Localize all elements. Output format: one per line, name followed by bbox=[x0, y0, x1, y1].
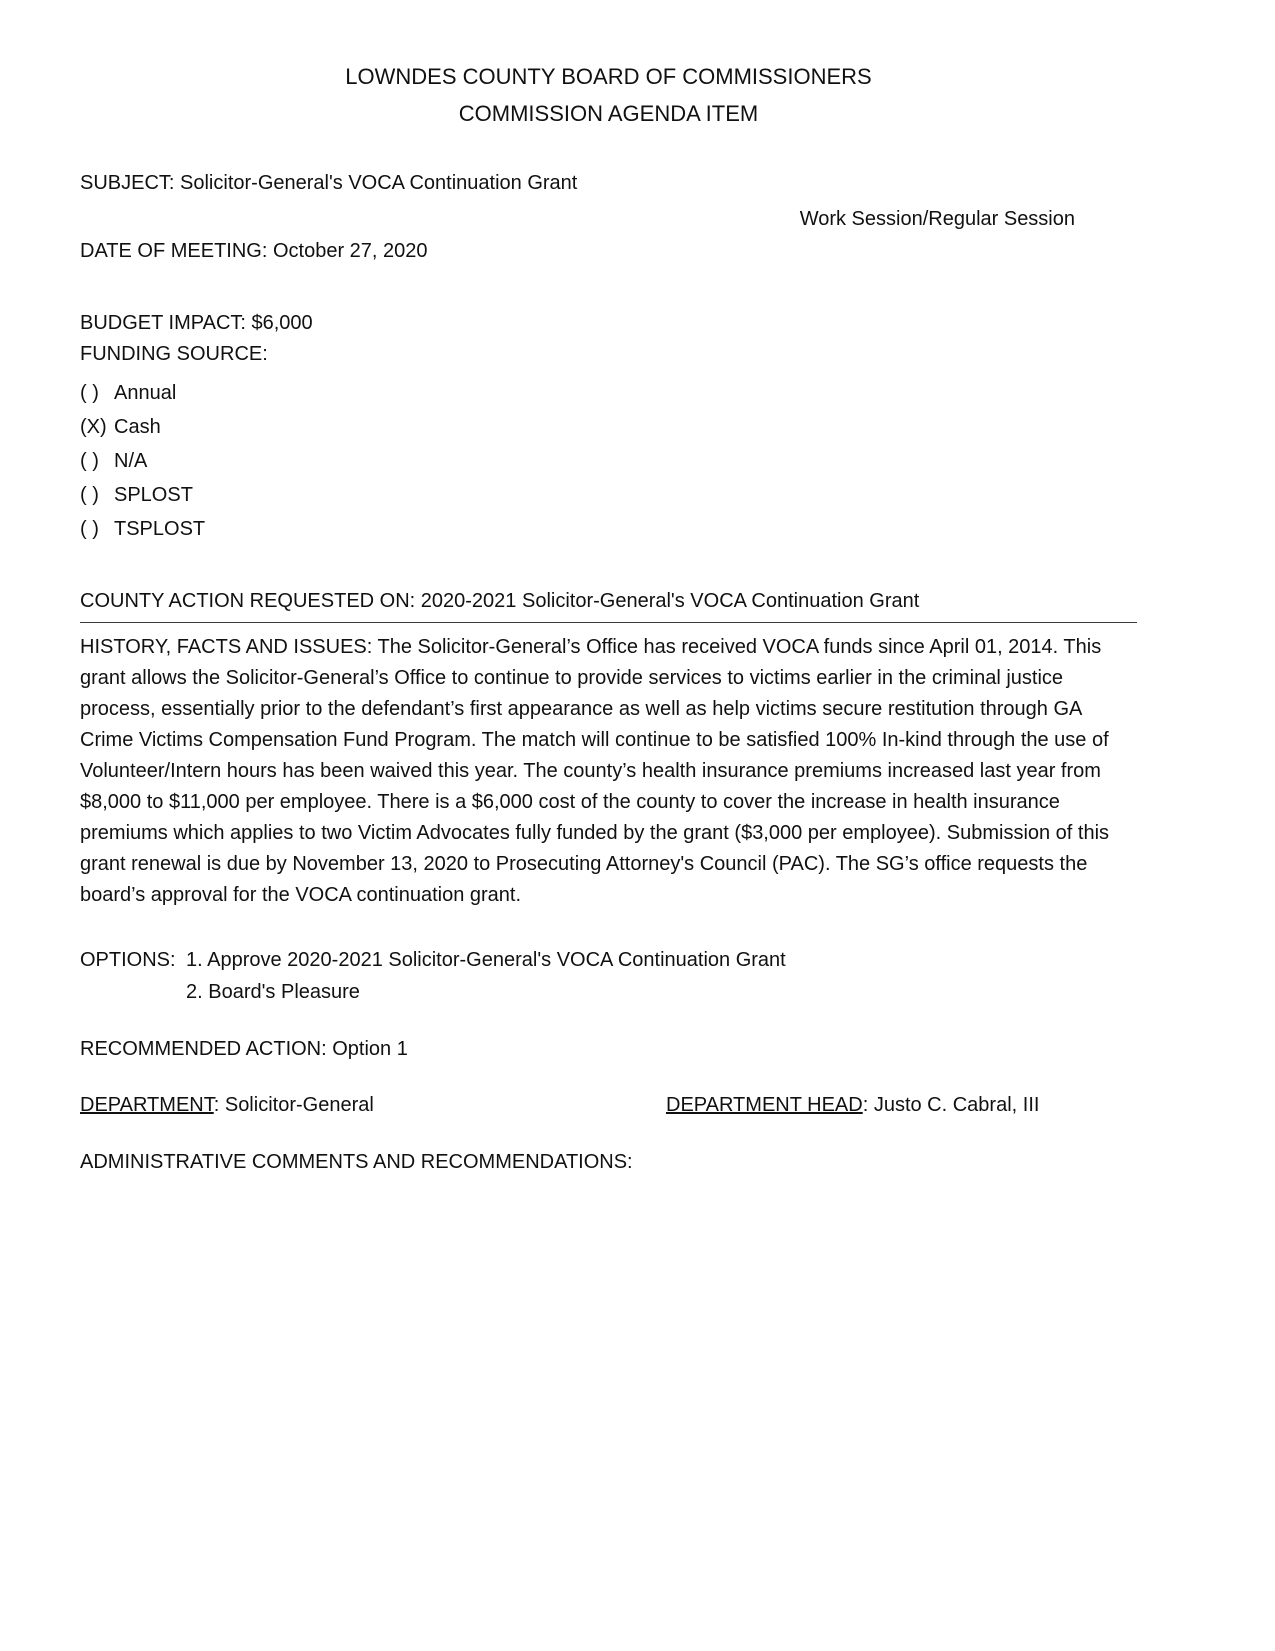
department-label: DEPARTMENT bbox=[80, 1094, 214, 1116]
funding-option-na bbox=[80, 444, 1137, 478]
checkbox-mark-checked: (X) bbox=[80, 416, 107, 438]
option-item-1: 1. Approve 2020-2021 Solicitor-General's VOCA Continuation Grant bbox=[186, 949, 786, 971]
checkbox-mark: ( ) bbox=[80, 518, 99, 540]
funding-option-splost bbox=[80, 478, 1137, 512]
option-item-2: 2. Board's Pleasure bbox=[186, 981, 360, 1003]
checkbox-mark: ( ) bbox=[80, 484, 99, 506]
department-row bbox=[80, 1090, 1137, 1121]
department-cell bbox=[80, 1090, 666, 1121]
funding-option-label: TSPLOST bbox=[114, 518, 206, 540]
department-head-value: : Justo C. Cabral, III bbox=[862, 1094, 1040, 1116]
options-list bbox=[186, 944, 786, 1008]
subject-line: SUBJECT: Solicitor-General's VOCA Continuation Grant bbox=[80, 172, 578, 194]
recommended-action-line: RECOMMENDED ACTION: Option 1 bbox=[80, 1038, 408, 1060]
page-title: LOWNDES COUNTY BOARD OF COMMISSIONERS bbox=[345, 64, 872, 89]
session-line: Work Session/Regular Session bbox=[799, 208, 1075, 230]
funding-option-label: Cash bbox=[114, 416, 161, 438]
checkbox-mark: ( ) bbox=[80, 382, 99, 404]
funding-option-label: Annual bbox=[114, 382, 177, 404]
funding-source-list bbox=[80, 376, 1137, 546]
page-subtitle: COMMISSION AGENDA ITEM bbox=[458, 101, 759, 126]
document-title-block bbox=[80, 58, 1137, 132]
funding-option-tsplost bbox=[80, 512, 1137, 546]
funding-option-label: SPLOST bbox=[114, 484, 193, 506]
department-value: : Solicitor-General bbox=[213, 1094, 374, 1116]
funding-option-cash bbox=[80, 410, 1137, 444]
history-facts-issues-paragraph: HISTORY, FACTS AND ISSUES: The Solicitor-General’s Office has received VOCA funds since April 01, 2014. This grant allows the Solicitor-General’s Office to continue to provide services to victims earlier in the criminal justice process, essentially prior to the defendant’s first appearance as well as help victims secure restitution through GA Crime Victims Compensation Fund Program. The match will continue to be satisfied 100% In-kind through the use of Volunteer/Intern hours has been waived this year. The county’s health insurance premiums increased last year from $8,000 to $11,000 per employee. There is a $6,000 cost of the county to cover the increase in health insurance premiums which applies to two Victim Advocates fully funded by the grant ($3,000 per employee). Submission of this grant renewal is due by November 13, 2020 to Prosecuting Attorney's Council (PAC). The SG’s office requests the board’s approval for the VOCA continuation grant. bbox=[80, 636, 1110, 906]
department-head-label: DEPARTMENT HEAD bbox=[666, 1094, 863, 1116]
department-head-cell bbox=[666, 1090, 1039, 1121]
budget-impact-line: BUDGET IMPACT: $6,000 bbox=[80, 312, 313, 334]
funding-source-label: FUNDING SOURCE: bbox=[80, 343, 268, 365]
checkbox-mark: ( ) bbox=[80, 450, 99, 472]
options-section bbox=[80, 944, 1137, 1008]
date-of-meeting-line: DATE OF MEETING: October 27, 2020 bbox=[80, 240, 428, 262]
options-label: OPTIONS: bbox=[80, 949, 176, 971]
county-action-requested-line: COUNTY ACTION REQUESTED ON: 2020-2021 Solicitor-General's VOCA Continuation Grant bbox=[80, 586, 1137, 623]
funding-option-label: N/A bbox=[114, 450, 148, 472]
administrative-comments-line: ADMINISTRATIVE COMMENTS AND RECOMMENDATIONS: bbox=[80, 1151, 633, 1173]
funding-option-annual bbox=[80, 376, 1137, 410]
